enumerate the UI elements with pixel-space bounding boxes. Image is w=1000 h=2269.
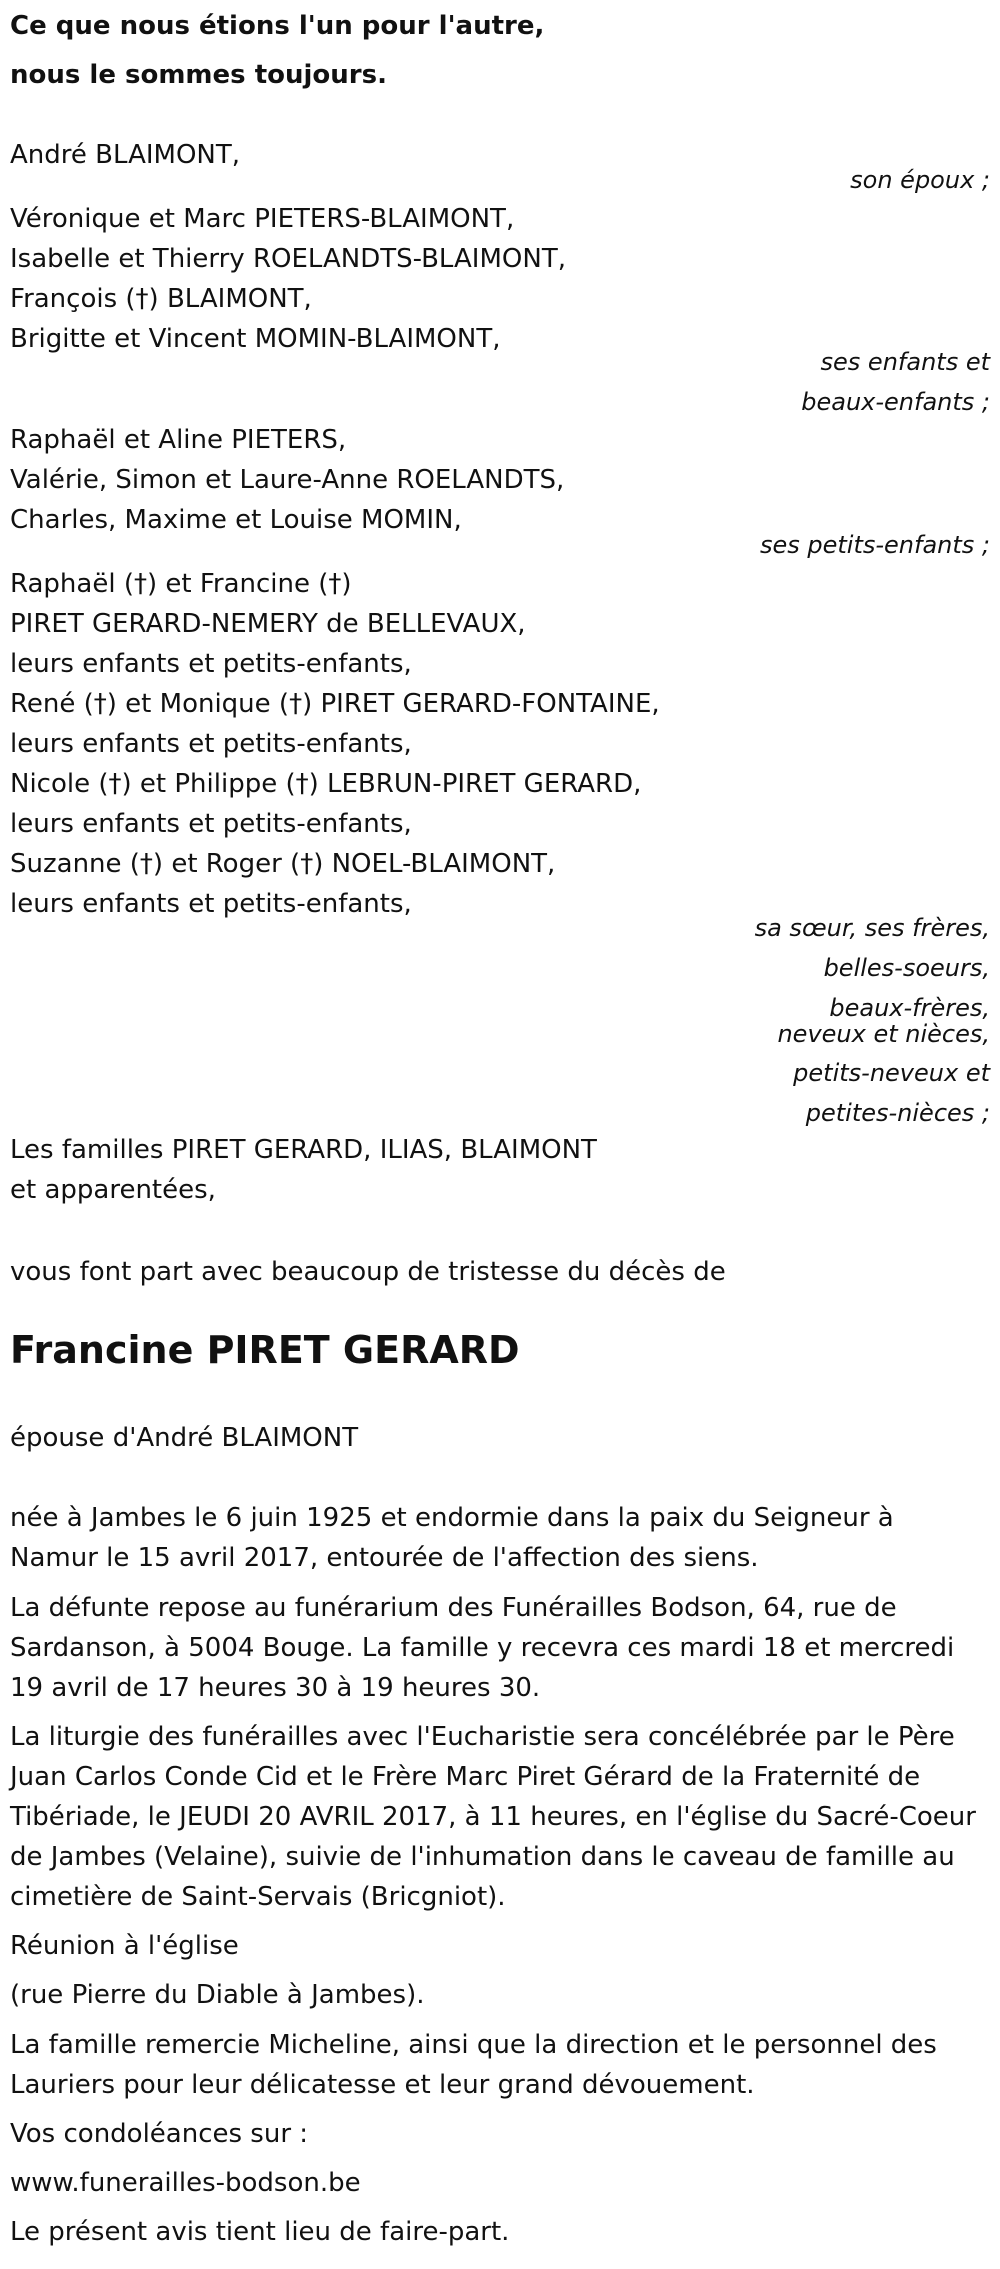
child-line: Véronique et Marc PIETERS-BLAIMONT, [10,204,515,234]
liturgy-line: Juan Carlos Conde Cid et le Frère Marc Piret Gérard de la Fraternité de [10,1762,921,1792]
deceased-name: Francine PIRET GERARD [10,1328,520,1372]
siblings-role-line: belles-soeurs, [823,954,990,982]
birth-death-line: née à Jambes le 6 juin 1925 et endormie dans la paix du Seigneur à [10,1503,894,1533]
grandchildren-role: ses petits-enfants ; [759,531,990,559]
grandchild-line: Valérie, Simon et Laure-Anne ROELANDTS, [10,465,565,495]
children-role-line: beaux-enfants ; [801,388,990,416]
funerarium-line: La défunte repose au funérarium des Funérailles Bodson, 64, rue de [10,1593,897,1623]
condolences-label: Vos condoléances sur : [10,2119,309,2149]
siblings-role-line: sa sœur, ses frères, [754,914,990,942]
sibling-line: Suzanne (†) et Roger (†) NOEL-BLAIMONT, [10,849,556,879]
siblings-role-line: petits-neveux et [793,1059,990,1087]
siblings-role-line: petites-nièces ; [805,1099,990,1127]
sibling-line: PIRET GERARD-NEMERY de BELLEVAUX, [10,609,526,639]
child-line: Brigitte et Vincent MOMIN-BLAIMONT, [10,324,501,354]
sibling-line: leurs enfants et petits-enfants, [10,729,412,759]
grandchild-line: Charles, Maxime et Louise MOMIN, [10,505,462,535]
thanks-line: La famille remercie Micheline, ainsi que la direction et le personnel des [10,2030,937,2060]
closing-note: Le présent avis tient lieu de faire-part. [10,2217,510,2247]
announcement: vous font part avec beaucoup de tristesse du décès de [10,1257,726,1287]
liturgy-line: Tibériade, le JEUDI 20 AVRIL 2017, à 11 heures, en l'église du Sacré-Coeur [10,1802,976,1832]
child-line: Isabelle et Thierry ROELANDTS-BLAIMONT, [10,244,566,274]
quote-line-1: Ce que nous étions l'un pour l'autre, [10,11,545,41]
spouse-name: André BLAIMONT, [10,140,241,170]
siblings-role-line: neveux et nièces, [777,1020,990,1048]
siblings-role-line: beaux-frères, [829,994,990,1022]
liturgy-line: La liturgie des funérailles avec l'Eucharistie sera concélébrée par le Père [10,1722,955,1752]
child-line: François (†) BLAIMONT, [10,284,312,314]
sibling-line: leurs enfants et petits-enfants, [10,889,412,919]
children-role-line: ses enfants et [820,348,990,376]
funerarium-line: 19 avril de 17 heures 30 à 19 heures 30. [10,1673,541,1703]
sibling-line: leurs enfants et petits-enfants, [10,649,412,679]
quote-line-2: nous le sommes toujours. [10,60,387,90]
spouse-role: son époux ; [850,166,990,194]
families-line: et apparentées, [10,1175,216,1205]
liturgy-line: cimetière de Saint-Servais (Bricgniot). [10,1882,506,1912]
sibling-line: leurs enfants et petits-enfants, [10,809,412,839]
thanks-line: Lauriers pour leur délicatesse et leur grand dévouement. [10,2070,755,2100]
birth-death-line: Namur le 15 avril 2017, entourée de l'affection des siens. [10,1543,759,1573]
liturgy-line: de Jambes (Velaine), suivie de l'inhumation dans le caveau de famille au [10,1842,955,1872]
sibling-line: Nicole (†) et Philippe (†) LEBRUN-PIRET GERARD, [10,769,642,799]
sibling-line: Raphaël (†) et Francine (†) [10,569,352,599]
deceased-relation: épouse d'André BLAIMONT [10,1423,359,1453]
website-link[interactable]: www.funerailles-bodson.be [10,2168,361,2198]
grandchild-line: Raphaël et Aline PIETERS, [10,425,347,455]
funerarium-line: Sardanson, à 5004 Bouge. La famille y recevra ces mardi 18 et mercredi [10,1633,955,1663]
meeting-location: (rue Pierre du Diable à Jambes). [10,1980,425,2010]
meeting-text: Réunion à l'église [10,1931,239,1961]
families-line: Les familles PIRET GERARD, ILIAS, BLAIMONT [10,1135,597,1165]
sibling-line: René (†) et Monique (†) PIRET GERARD-FONTAINE, [10,689,660,719]
